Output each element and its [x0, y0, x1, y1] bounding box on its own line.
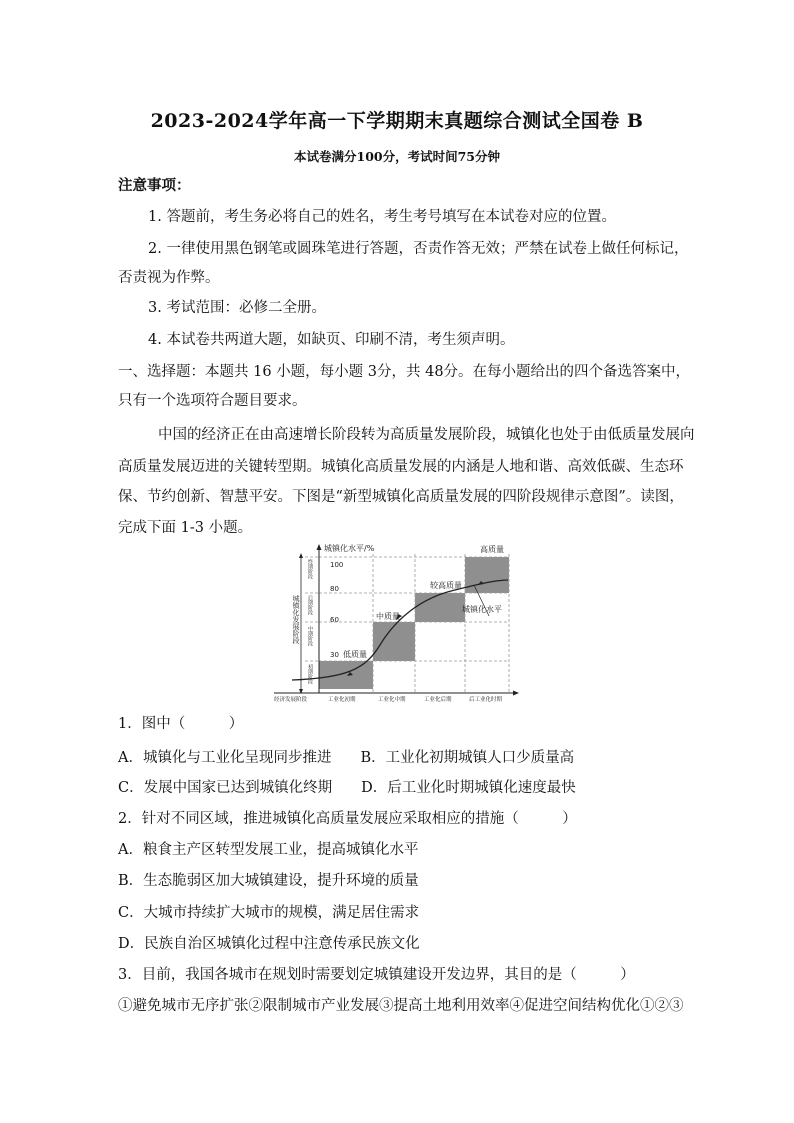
- higher-quality-label: 较高质量: [430, 581, 462, 590]
- notice-heading: 注意事项：: [118, 177, 191, 194]
- notice-item: 3. 考试范围：必修二全册。: [148, 300, 326, 316]
- stage-label-final: 终期阶段: [307, 559, 313, 579]
- y-axis-title: 城镇化水平/%: [324, 544, 375, 553]
- x-category: 工业化初期: [328, 697, 356, 703]
- diagram-svg: [270, 540, 522, 705]
- x-axis-arrow: [513, 691, 519, 696]
- section-heading: 一、选择题：本题共 16 小题，每小题 3分，共 48分。在每小题给出的四个备选答案中，: [118, 364, 691, 380]
- notice-item: 2. 一律使用黑色钢笔或圆珠笔进行答题，否责作答无效；严禁在试卷上做任何标记，: [148, 241, 689, 257]
- mid-quality-label: 中质量: [376, 612, 400, 621]
- y-tick-60: 60: [330, 616, 339, 624]
- stage-label-middle: 中期阶段: [307, 626, 313, 646]
- y-tick-30: 30: [330, 651, 339, 659]
- notice-item-continued: 否责视为作弊。: [118, 270, 220, 286]
- y-tick-100: 100: [330, 561, 344, 569]
- question-2-stem: 2．针对不同区域，推进城镇化高质量发展应采取相应的措施（ ）: [118, 811, 577, 827]
- question-1-options-cd: C．发展中国家已达到城镇化终期 D．后工业化时期城镇化速度最快: [118, 780, 576, 796]
- low-quality-label: 低质量: [343, 650, 367, 659]
- passage-line: 中国的经济正在由高速增长阶段转为高质量发展阶段，城镇化也处于由低质量发展向: [158, 427, 695, 443]
- x-category: 工业化中期: [378, 697, 406, 703]
- question-1-options-ab: A．城镇化与工业化呈现同步推进 B．工业化初期城镇人口少质量高: [118, 750, 575, 766]
- question-3-items: ①避免城市无序扩张②限制城市产业发展③提高土地利用效率④促进空间结构优化①②③: [118, 998, 684, 1014]
- question-1-stem: 1．图中（ ）: [118, 716, 244, 732]
- exam-subtitle: 本试卷满分100分，考试时间75分钟: [294, 149, 500, 164]
- low-quality-block: [319, 661, 373, 689]
- question-2-option-b: B．生态脆弱区加大城镇建设，提升环境的质量: [118, 873, 419, 889]
- y-axis-arrow: [317, 544, 322, 550]
- section-heading-continued: 只有一个选项符合题目要求。: [118, 393, 307, 409]
- question-2-option-c: C．大城市持续扩大城市的规模，满足居住需求: [118, 905, 420, 921]
- high-quality-block: [465, 557, 509, 593]
- notice-item: 1. 答题前，考生务必将自己的姓名，考生考号填写在本试卷对应的位置。: [148, 209, 616, 225]
- question-2-option-a: A．粮食主产区转型发展工业，提高城镇化水平: [118, 842, 419, 858]
- passage-line: 高质量发展迈进的关键转型期。城镇化高质量发展的内涵是人地和谐、高效低碳、生态环: [118, 459, 684, 475]
- x-category: 后工业化时期: [469, 697, 503, 703]
- stage-axis-label: 城镇化发展阶段: [292, 595, 300, 644]
- urbanization-stage-diagram: [270, 540, 522, 705]
- y-tick-80: 80: [330, 585, 339, 593]
- question-2-option-d: D．民族自治区城镇化过程中注意传承民族文化: [118, 936, 420, 952]
- mid-quality-block: [373, 622, 415, 661]
- stage-label-early: 初期阶段: [307, 664, 313, 684]
- question-3-stem: 3．目前，我国各城市在规划时需要划定城镇建设开发边界，其目的是（ ）: [118, 967, 635, 983]
- exam-title: 2023-2024学年高一下学期期末真题综合测试全国卷 B: [150, 110, 644, 132]
- notice-item: 4. 本试卷共两道大题，如缺页、印刷不清，考生须声明。: [148, 332, 515, 348]
- high-quality-label: 高质量: [480, 545, 504, 554]
- x-axis-title: 经济发展阶段: [274, 697, 308, 703]
- higher-quality-block: [415, 593, 465, 622]
- curve-label: 城镇化水平: [462, 605, 502, 614]
- passage-line: 完成下面 1-3 小题。: [118, 520, 253, 536]
- stage-label-late: 后期阶段: [307, 595, 313, 615]
- x-category: 工业化后期: [424, 697, 452, 703]
- passage-line: 保、节约创新、智慧平安。下图是“新型城镇化高质量发展的四阶段规律示意图”。读图，: [118, 489, 684, 505]
